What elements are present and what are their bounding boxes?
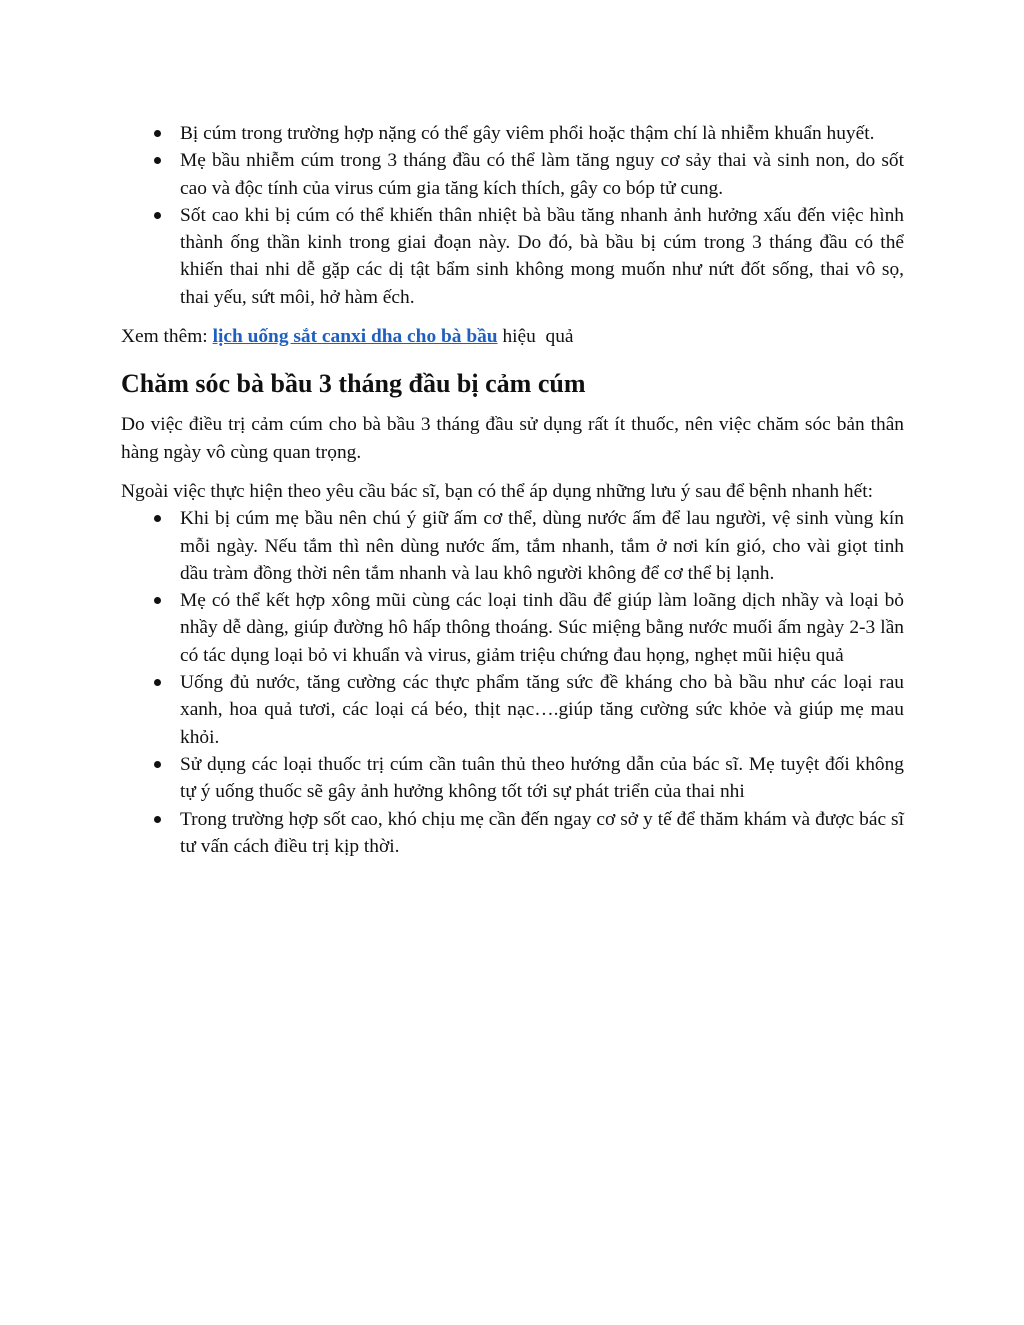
list-item (121, 505, 904, 587)
list-item (121, 587, 904, 669)
section-heading: Chăm sóc bà bầu 3 tháng đầu bị cảm cúm (121, 369, 586, 399)
list-item (121, 669, 904, 751)
bullet-icon (154, 597, 161, 604)
advice-intro-paragraph: Ngoài việc thực hiện theo yêu cầu bác sĩ, bạn có thể áp dụng những lưu ý sau để bệnh nhanh hết: (121, 480, 874, 502)
bullet-icon (154, 515, 161, 522)
list-item-text: Mẹ bầu nhiễm cúm trong 3 tháng đầu có thể làm tăng nguy cơ sảy thai và sinh non, do sốt cao và độc tính của virus cúm gia tăng kích thích, gây co bóp tử cung. (180, 150, 904, 199)
bullet-icon (154, 157, 161, 164)
list-item-text: Mẹ có thể kết hợp xông mũi cùng các loại tinh dầu để giúp làm loãng dịch nhầy và loại bỏ nhầy dễ dàng, giúp đường hô hấp thông thoáng. Súc miệng bằng nước muối ấm ngày 2-3 lần có tác dụng loại bỏ vi khuẩn và virus, giảm triệu chứng đau họng, nghẹt mũi hiệu quả (180, 590, 904, 666)
list-item (121, 147, 904, 202)
list-item-text: Uống đủ nước, tăng cường các thực phẩm tăng sức đề kháng cho bà bầu như các loại rau xanh, hoa quả tươi, các loại cá béo, thịt nạc….giúp tăng cường sức khỏe và giúp mẹ mau khỏi. (180, 672, 904, 748)
list-item (121, 751, 904, 806)
list-item (121, 806, 904, 861)
bullet-icon (154, 761, 161, 768)
risk-list (121, 120, 904, 311)
list-item (121, 202, 904, 311)
see-also-line (121, 323, 904, 350)
intro-paragraph: Do việc điều trị cảm cúm cho bà bầu 3 tháng đầu sử dụng rất ít thuốc, nên việc chăm sóc bản thân hàng ngày vô cùng quan trọng. (121, 414, 904, 463)
see-also-link[interactable]: lịch uống sắt canxi dha cho bà bầu (212, 326, 498, 348)
list-item-text: Sử dụng các loại thuốc trị cúm cần tuân thủ theo hướng dẫn của bác sĩ. Mẹ tuyệt đối không tự ý uống thuốc sẽ gây ảnh hưởng không tốt tới sự phát triển của thai nhi (180, 753, 904, 803)
document-content (121, 120, 904, 860)
care-tips-list (121, 505, 904, 860)
list-item-text: Khi bị cúm mẹ bầu nên chú ý giữ ấm cơ thể, dùng nước ấm để lau người, vệ sinh vùng kín mỗi ngày. Nếu tắm thì nên dùng nước ấm, tắm nhanh, tắm ở nơi kín gió, cho vài giọt tinh dầu tràm đồng thời nên tắm nhanh và lau khô người không để cơ thể bị lạnh. (180, 508, 904, 584)
bullet-icon (154, 130, 161, 137)
bullet-icon (154, 679, 161, 686)
see-also-prefix: Xem thêm: (121, 326, 208, 348)
see-also-suffix: hiệu quả (502, 326, 574, 348)
bullet-icon (154, 816, 161, 823)
bullet-icon (154, 212, 161, 219)
list-item (121, 120, 904, 147)
list-item-text: Sốt cao khi bị cúm có thể khiến thân nhiệt bà bầu tăng nhanh ảnh hưởng xấu đến việc hình thành ống thần kinh trong giai đoạn này. Do đó, bà bầu bị cúm trong 3 tháng đầu có thể khiến thai nhi dễ gặp các dị tật bẩm sinh không mong muốn như nứt đốt sống, thai vô sọ, thai yếu, sứt môi, hở hàm ếch. (180, 204, 904, 308)
list-item-text: Trong trường hợp sốt cao, khó chịu mẹ cần đến ngay cơ sở y tế để thăm khám và được bác sĩ tư vấn cách điều trị kịp thời. (180, 808, 904, 857)
list-item-text: Bị cúm trong trường hợp nặng có thể gây viêm phổi hoặc thậm chí là nhiễm khuẩn huyết. (180, 123, 875, 144)
